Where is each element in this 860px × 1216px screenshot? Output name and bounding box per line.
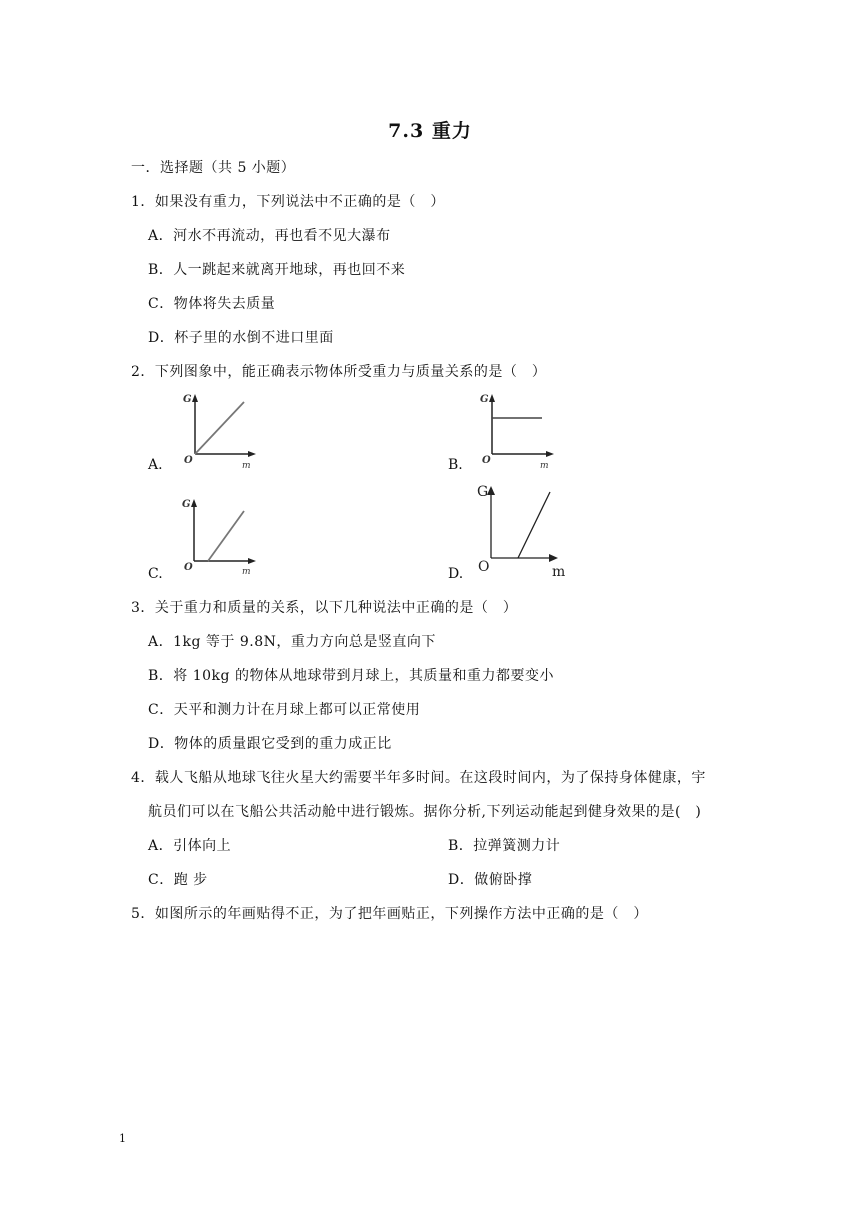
- page-number: 1: [119, 1132, 126, 1145]
- page-title: 7.3 重力: [388, 120, 472, 142]
- question-3-option-d: D．物体的质量跟它受到的重力成正比: [148, 736, 392, 752]
- question-4-stem-line-1: 4．载人飞船从地球飞往火星大约需要半年多时间。在这段时间内，为了保持身体健康，宇: [131, 770, 706, 786]
- question-4-stem-line-2: 航员们可以在飞船公共活动舱中进行锻炼。据你分析,下列运动能起到健身效果的是( ): [148, 804, 702, 820]
- graph-a: [172, 388, 262, 473]
- graph-a-origin: O: [184, 455, 193, 466]
- graph-b-g-label: G: [480, 394, 489, 405]
- graph-a-g-label: G: [183, 394, 192, 405]
- graph-b-origin: O: [482, 455, 491, 466]
- graph-d-g-label: G: [477, 484, 489, 500]
- question-3-option-b: B．将 10kg 的物体从地球带到月球上，其质量和重力都要变小: [148, 668, 554, 684]
- question-2-label-a: A.: [148, 457, 163, 473]
- question-1-option-b: B．人一跳起来就离开地球，再也回不来: [148, 262, 406, 278]
- section-heading: 一．选择题（共 5 小题）: [131, 160, 296, 176]
- graph-b: [472, 388, 562, 473]
- question-3-option-c: C．天平和测力计在月球上都可以正常使用: [148, 702, 421, 718]
- question-4-option-a: A．引体向上: [148, 838, 232, 854]
- question-2-stem: 2．下列图象中，能正确表示物体所受重力与质量关系的是（ ）: [131, 364, 547, 380]
- graph-c-origin: O: [184, 562, 193, 573]
- graph-a-m-label: m: [242, 461, 251, 471]
- graph-b-m-label: m: [540, 461, 549, 471]
- question-1-option-a: A．河水不再流动，再也看不见大瀑布: [148, 228, 391, 244]
- question-4-option-d: D．做俯卧撑: [448, 872, 533, 888]
- question-3-option-a: A．1kg 等于 9.8N，重力方向总是竖直向下: [148, 634, 436, 650]
- question-2-label-d: D.: [448, 566, 464, 582]
- graph-d-origin: O: [478, 559, 490, 575]
- graph-d: [472, 478, 572, 580]
- question-3-stem: 3．关于重力和质量的关系，以下几种说法中正确的是（ ）: [131, 600, 518, 616]
- graph-c-g-label: G: [182, 499, 191, 510]
- graph-d-m-label: m: [552, 564, 566, 580]
- question-5-stem: 5．如图所示的年画贴得不正，为了把年画贴正，下列操作方法中正确的是（ ）: [131, 906, 648, 922]
- question-1-stem: 1．如果没有重力，下列说法中不正确的是（ ）: [131, 194, 445, 210]
- question-4-option-c: C．跑 步: [148, 872, 208, 888]
- question-4-option-b: B．拉弹簧测力计: [448, 838, 561, 854]
- question-2-label-b: B.: [448, 457, 463, 473]
- question-1-option-c: C．物体将失去质量: [148, 296, 276, 312]
- graph-c-m-label: m: [242, 567, 251, 577]
- question-1-option-d: D．杯子里的水倒不进口里面: [148, 330, 334, 346]
- question-2-label-c: C.: [148, 566, 163, 582]
- graph-c: [172, 493, 262, 578]
